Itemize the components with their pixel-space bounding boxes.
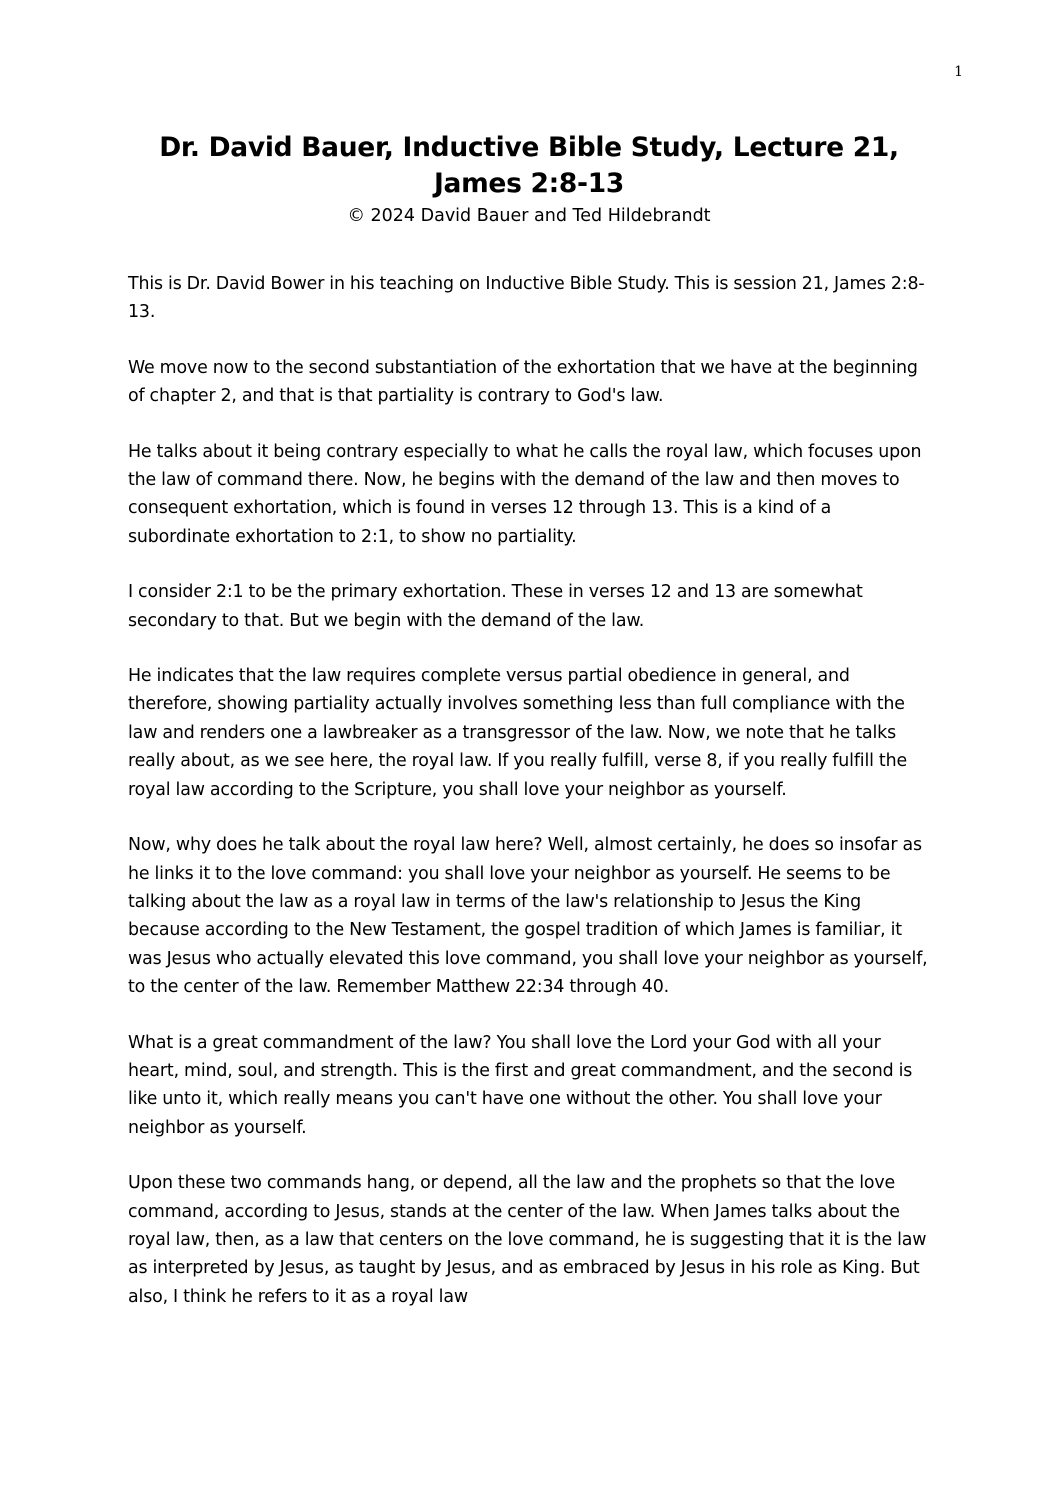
page-number: 1 <box>954 64 963 80</box>
document-body <box>128 270 934 1338</box>
document-title: Dr. David Bauer, Inductive Bible Study, Lecture 21, James 2:8-13 <box>159 132 899 199</box>
paragraph: This is Dr. David Bower in his teaching on Inductive Bible Study. This is session 21, James 2:8-13. <box>128 274 925 323</box>
document-header <box>128 130 930 229</box>
paragraph: Upon these two commands hang, or depend, all the law and the prophets so that the love command, according to Jesus, stands at the center of the law. When James talks about the royal law, then, as a law that centers on the love command, he is suggesting that it is the law as interpreted by Jesus, as taught by Jesus, and as embraced by Jesus in his role as King. But also, I think he refers to it as a royal law <box>128 1173 927 1307</box>
copyright-line: © 2024 David Bauer and Ted Hildebrandt <box>347 206 711 226</box>
paragraph: He indicates that the law requires complete versus partial obedience in general, and therefore, showing partiality actually involves something less than full compliance with the law and renders one a lawbreaker as a transgressor of the law. Now, we note that he talks really about, as we see here, the royal law. If you really fulfill, verse 8, if you really fulfill the royal law according to the Scripture, you shall love your neighbor as yourself. <box>128 666 908 800</box>
paragraph: He talks about it being contrary especially to what he calls the royal law, which focuses upon the law of command there. Now, he begins with the demand of the law and then moves to consequent exhortation, which is found in verses 12 through 13. This is a kind of a subordinate exhortation to 2:1, to show no partiality. <box>128 441 922 547</box>
paragraph: I consider 2:1 to be the primary exhortation. These in verses 12 and 13 are somewhat secondary to that. But we begin with the demand of the law. <box>128 582 863 631</box>
paragraph: Now, why does he talk about the royal law here? Well, almost certainly, he does so insofar as he links it to the love command: you shall love your neighbor as yourself. He seems to be talking about the law as a royal law in terms of the law's relationship to Jesus the King because according to the New Testament, the gospel tradition of which James is familiar, it was Jesus who actually elevated this love command, you shall love your neighbor as yourself, to the center of the law. Remember Matthew 22:34 through 40. <box>128 835 928 998</box>
paragraph: What is a great commandment of the law? You shall love the Lord your God with all your heart, mind, soul, and strength. This is the first and great commandment, and the second is like unto it, which really means you can't have one without the other. You shall love your neighbor as yourself. <box>128 1032 913 1138</box>
paragraph: We move now to the second substantiation of the exhortation that we have at the beginning of chapter 2, and that is that partiality is contrary to God's law. <box>128 357 918 407</box>
